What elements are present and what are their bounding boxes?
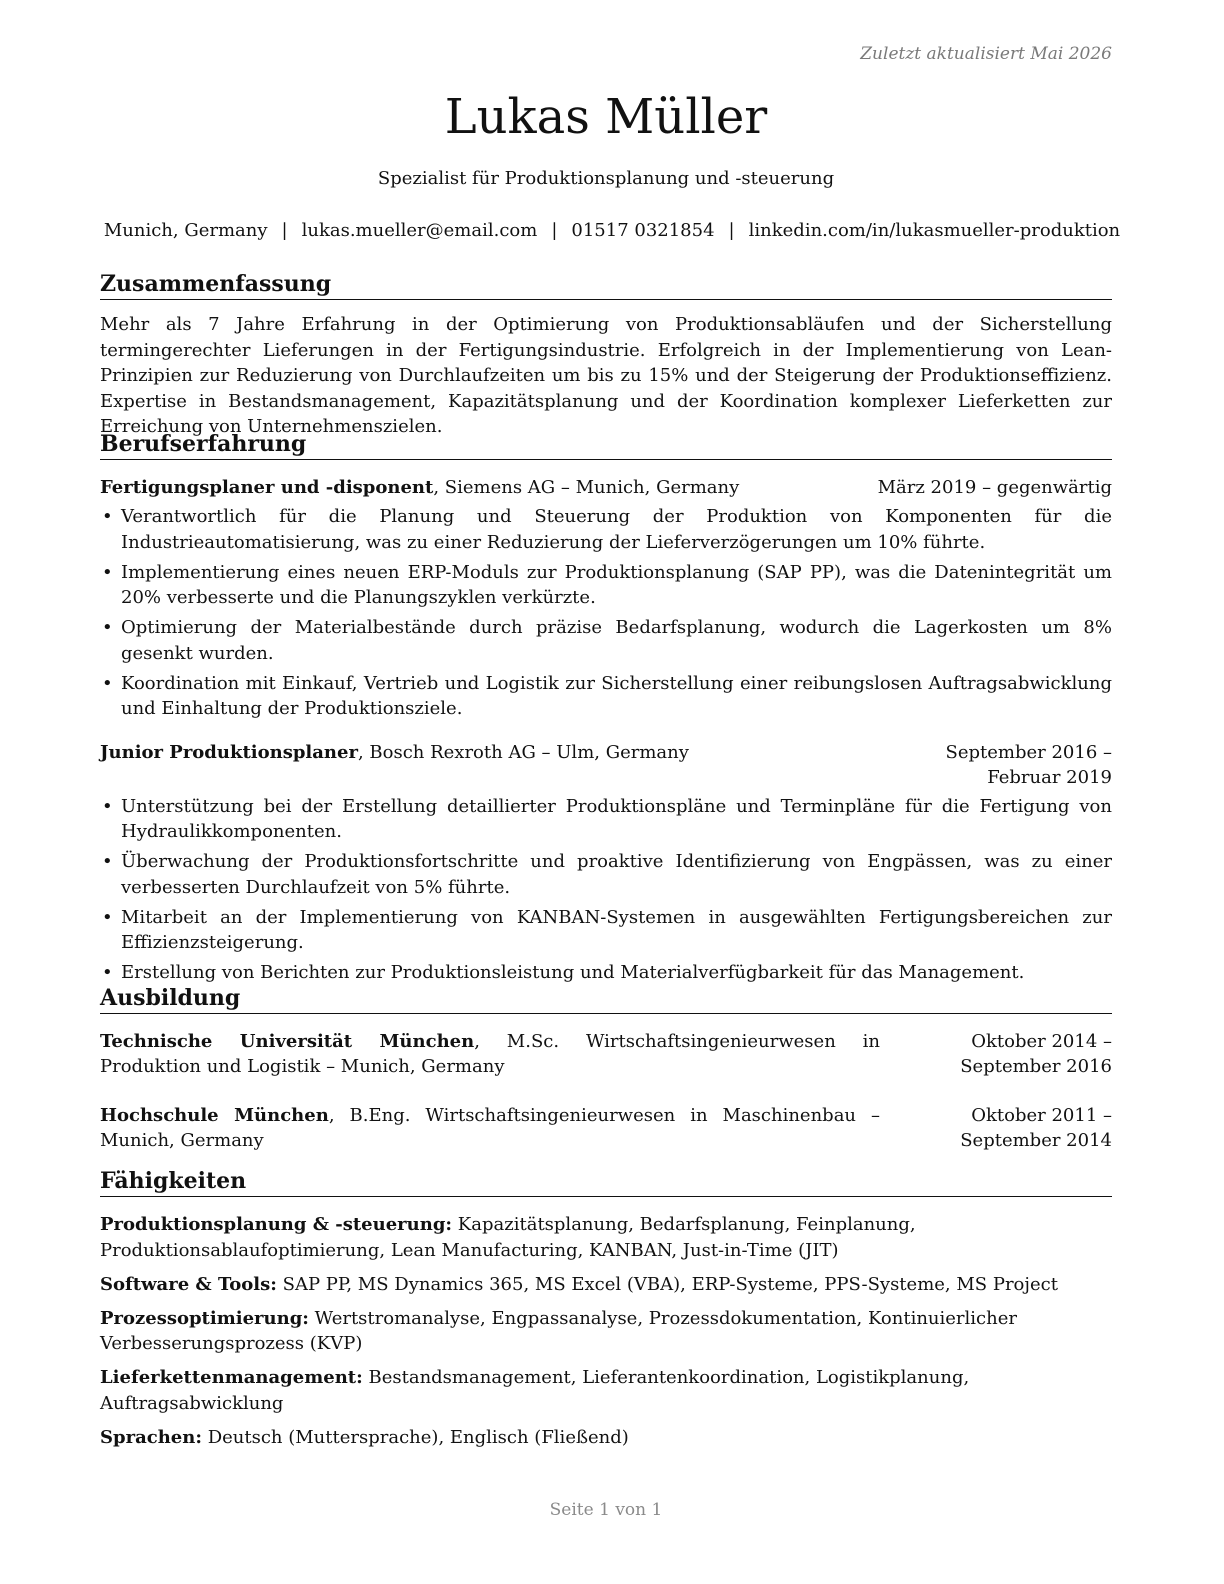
job-bullet: • Koordination mit Einkauf, Vertrieb und Logistik zur Sicherstellung einer reibungslosen Auftragsabwicklung und Einhaltung der Produktionsziele. xyxy=(100,671,1112,722)
job-bullets xyxy=(100,504,1112,722)
skill-row xyxy=(100,1212,1112,1263)
job-role: Fertigungsplaner und -disponent xyxy=(100,477,434,498)
education-degree: , B.Eng. Wirtschaftsingenieurwesen in Maschinenbau – Munich, Germany xyxy=(100,1105,880,1151)
job-header xyxy=(100,740,1112,790)
skill-category: Produktionsplanung & -steuerung: xyxy=(100,1214,453,1235)
job-company: , Bosch Rexroth AG – Ulm, Germany xyxy=(357,741,689,763)
job-bullet: • Erstellung von Berichten zur Produktionsleistung und Materialverfügbarkeit für das Management. xyxy=(100,960,1112,986)
experience-section xyxy=(100,430,1112,990)
candidate-title: Spezialist für Produktionsplanung und -steuerung xyxy=(377,168,835,189)
job-header xyxy=(100,475,1112,500)
skill-category: Software & Tools: xyxy=(100,1273,277,1295)
skill-values: SAP PP, MS Dynamics 365, MS Excel (VBA), ERP-Systeme, PPS-Systeme, MS Project xyxy=(276,1273,1058,1295)
skill-category: Prozessoptimierung: xyxy=(100,1307,309,1329)
education-dates: Oktober 2014 – September 2016 xyxy=(960,1031,1112,1077)
job-role: Junior Produktionsplaner xyxy=(100,741,358,763)
job-bullet: • Optimierung der Materialbestände durch präzise Bedarfsplanung, wodurch die Lagerkosten um 8% gesenkt wurden. xyxy=(100,615,1112,666)
job-bullet: • Verantwortlich für die Planung und Steuerung der Produktion von Komponenten für die Industrieautomatisierung, was zu einer Reduzierung der Lieferverzögerungen um 10% führte. xyxy=(100,504,1112,555)
job-dates: März 2019 – gegenwärtig xyxy=(877,477,1112,498)
summary-text: Mehr als 7 Jahre Erfahrung in der Optimierung von Produktionsabläufen und der Sicherstellung termingerechter Lieferungen in der Fertigungsindustrie. Erfolgreich in der Implementierung von Lean-Prinzipien zur Reduzierung von Durchlaufzeiten um bis zu 15% und der Steigerung der Produktionseffizienz. Expertise in Bestandsmanagement, Kapazitätsplanung und der Koordination komplexer Lieferketten zur Erreichung von Unternehmenszielen. xyxy=(100,314,1112,437)
education-school: Technische Universität München xyxy=(100,1031,475,1052)
section-title-summary: Zusammenfassung xyxy=(100,270,1112,300)
page-number: Seite 1 von 1 xyxy=(549,1500,663,1520)
skill-row xyxy=(100,1425,1112,1451)
job-title-line xyxy=(100,475,878,500)
skill-row xyxy=(100,1365,1112,1416)
education-entry xyxy=(100,1103,1112,1153)
skill-values: Wertstromanalyse, Engpassanalyse, Prozessdokumentation, Kontinuierlicher Verbesserungsprozess (KVP) xyxy=(100,1307,1017,1354)
skill-values: Kapazitätsplanung, Bedarfsplanung, Feinplanung, Produktionsablaufoptimierung, Lean Manufacturing, KANBAN, Just-in-Time (JIT) xyxy=(100,1214,916,1261)
resume-page xyxy=(100,0,1121,1584)
contact-phone: 01517 0321854 xyxy=(571,220,715,241)
section-title-experience: Berufserfahrung xyxy=(100,430,1112,460)
contact-separator: | xyxy=(551,220,558,241)
education-institution-line xyxy=(100,1029,880,1079)
job-bullets xyxy=(100,794,1112,986)
skills-list xyxy=(100,1212,1112,1450)
skills-section xyxy=(100,1167,1112,1459)
job-bullet: • Unterstützung bei der Erstellung detaillierter Produktionspläne und Terminpläne für die Fertigung von Hydraulikkomponenten. xyxy=(100,794,1112,845)
contact-separator: | xyxy=(728,220,735,241)
skill-row xyxy=(100,1306,1112,1357)
job-entry xyxy=(100,740,1112,986)
education-school: Hochschule München xyxy=(100,1105,329,1126)
contact-line xyxy=(92,218,1132,244)
job-bullet: • Mitarbeit an der Implementierung von KANBAN-Systemen in ausgewählten Fertigungsbereichen zur Effizienzsteigerung. xyxy=(100,905,1112,956)
contact-separator: | xyxy=(281,220,288,241)
job-title-line xyxy=(100,740,872,790)
section-title-skills: Fähigkeiten xyxy=(100,1167,1112,1197)
skill-values: Bestandsmanagement, Lieferantenkoordination, Logistikplanung, Auftragsabwicklung xyxy=(100,1367,970,1414)
education-degree: , M.Sc. Wirtschaftsingenieurwesen in Produktion und Logistik – Munich, Germany xyxy=(100,1031,881,1077)
skill-row xyxy=(100,1272,1112,1298)
candidate-name: Lukas Müller xyxy=(444,89,768,145)
job-entry xyxy=(100,475,1112,722)
summary-section xyxy=(100,270,1112,440)
section-title-education: Ausbildung xyxy=(100,984,1112,1014)
job-company: , Siemens AG – Munich, Germany xyxy=(433,477,740,498)
contact-linkedin[interactable]: linkedin.com/in/lukasmueller-produktion xyxy=(748,220,1121,241)
skill-category: Sprachen: xyxy=(100,1426,202,1448)
job-bullet: • Implementierung eines neuen ERP-Moduls zur Produktionsplanung (SAP PP), was die Datenintegrität um 20% verbesserte und die Planungszyklen verkürzte. xyxy=(100,560,1112,611)
job-bullet: • Überwachung der Produktionsfortschritte und proaktive Identifizierung von Engpässen, was zu einer verbesserten Durchlaufzeit von 5% führte. xyxy=(100,849,1112,900)
job-dates: September 2016 – Februar 2019 xyxy=(945,741,1112,788)
education-institution-line xyxy=(100,1103,880,1153)
skill-category: Lieferkettenmanagement: xyxy=(100,1367,363,1388)
education-section xyxy=(100,984,1112,1153)
last-updated-note: Zuletzt aktualisiert Mai 2026 xyxy=(860,44,1112,64)
education-dates: Oktober 2011 – September 2014 xyxy=(960,1105,1112,1151)
skill-values: Deutsch (Muttersprache), Englisch (Fließend) xyxy=(201,1426,629,1448)
contact-location: Munich, Germany xyxy=(103,220,268,241)
education-entry xyxy=(100,1029,1112,1079)
contact-email[interactable]: lukas.mueller@email.com xyxy=(301,220,538,241)
